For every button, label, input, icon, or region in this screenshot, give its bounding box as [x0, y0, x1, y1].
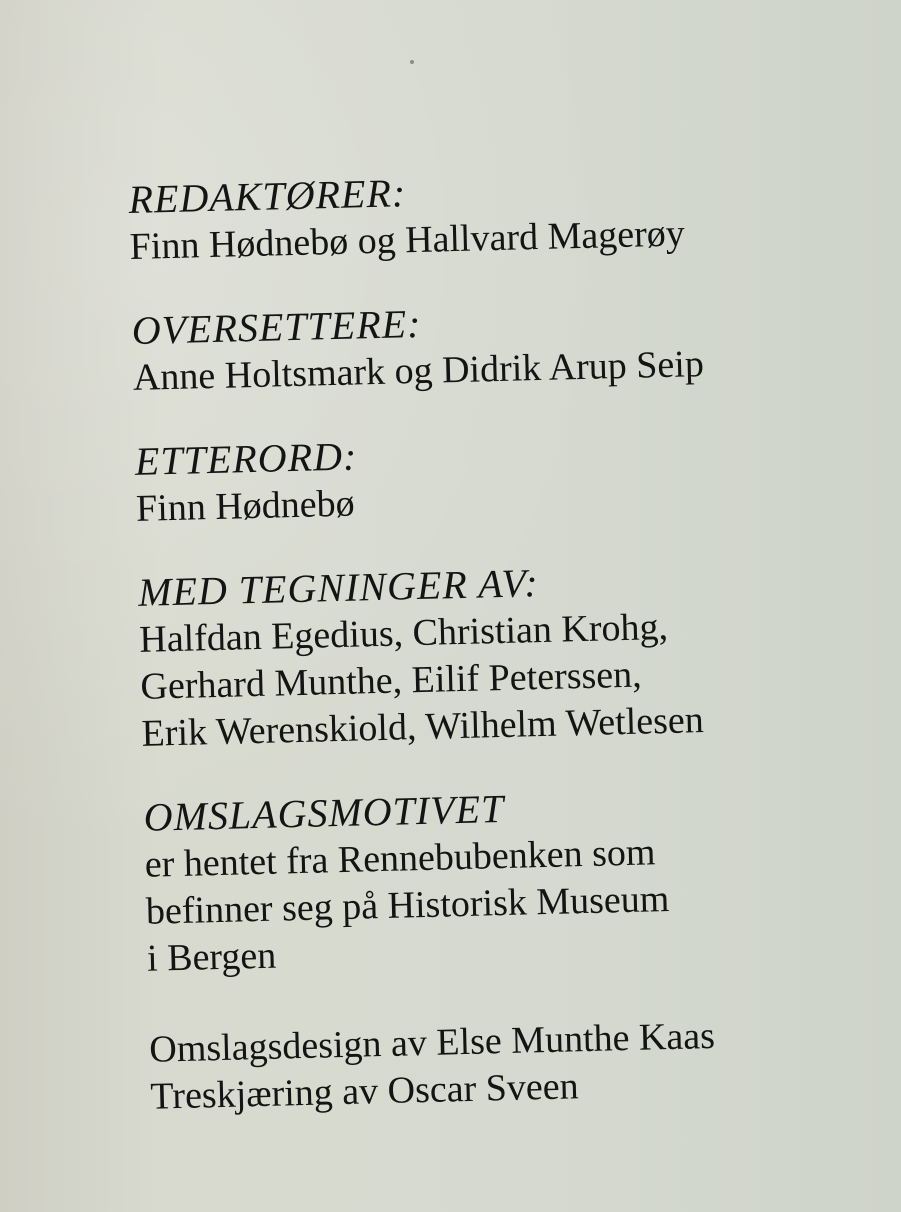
- section-heading: OVERSETTERE:: [131, 300, 422, 353]
- section-line: Finn Hødnebø: [135, 482, 356, 530]
- section-line: befinner seg på Historisk Museum: [145, 877, 670, 933]
- credits: [149, 1009, 891, 1121]
- paper-speck: [410, 60, 414, 64]
- section-line: Gerhard Munthe, Eilif Peterssen,: [139, 653, 643, 708]
- section-translators: [131, 289, 873, 402]
- section-line: i Bergen: [146, 934, 277, 980]
- section-heading: MED TEGNINGER AV:: [137, 560, 540, 615]
- colophon: [128, 158, 891, 1121]
- section-cover-motif: [143, 776, 887, 983]
- section-afterword: [134, 420, 876, 533]
- section-editors: [128, 158, 870, 271]
- section-heading: REDAKTØRER:: [128, 170, 407, 222]
- section-line: Halfdan Egedius, Christian Krohg,: [138, 605, 669, 661]
- credit-line: Treskjæring av Oscar Sveen: [149, 1065, 580, 1118]
- section-illustrations: [138, 551, 882, 758]
- section-line: Erik Werenskiold, Wilhelm Wetlesen: [141, 699, 705, 755]
- section-line: Anne Holtsmark og Didrik Arup Seip: [132, 342, 705, 399]
- section-heading: OMSLAGSMOTIVET: [143, 786, 505, 840]
- section-heading: ETTERORD:: [134, 433, 358, 484]
- section-line: er hentet fra Rennebubenken som: [144, 831, 656, 886]
- credit-line: Omslagsdesign av Else Munthe Kaas: [148, 1014, 716, 1071]
- section-line: Finn Hødnebø og Hallvard Magerøy: [129, 212, 686, 268]
